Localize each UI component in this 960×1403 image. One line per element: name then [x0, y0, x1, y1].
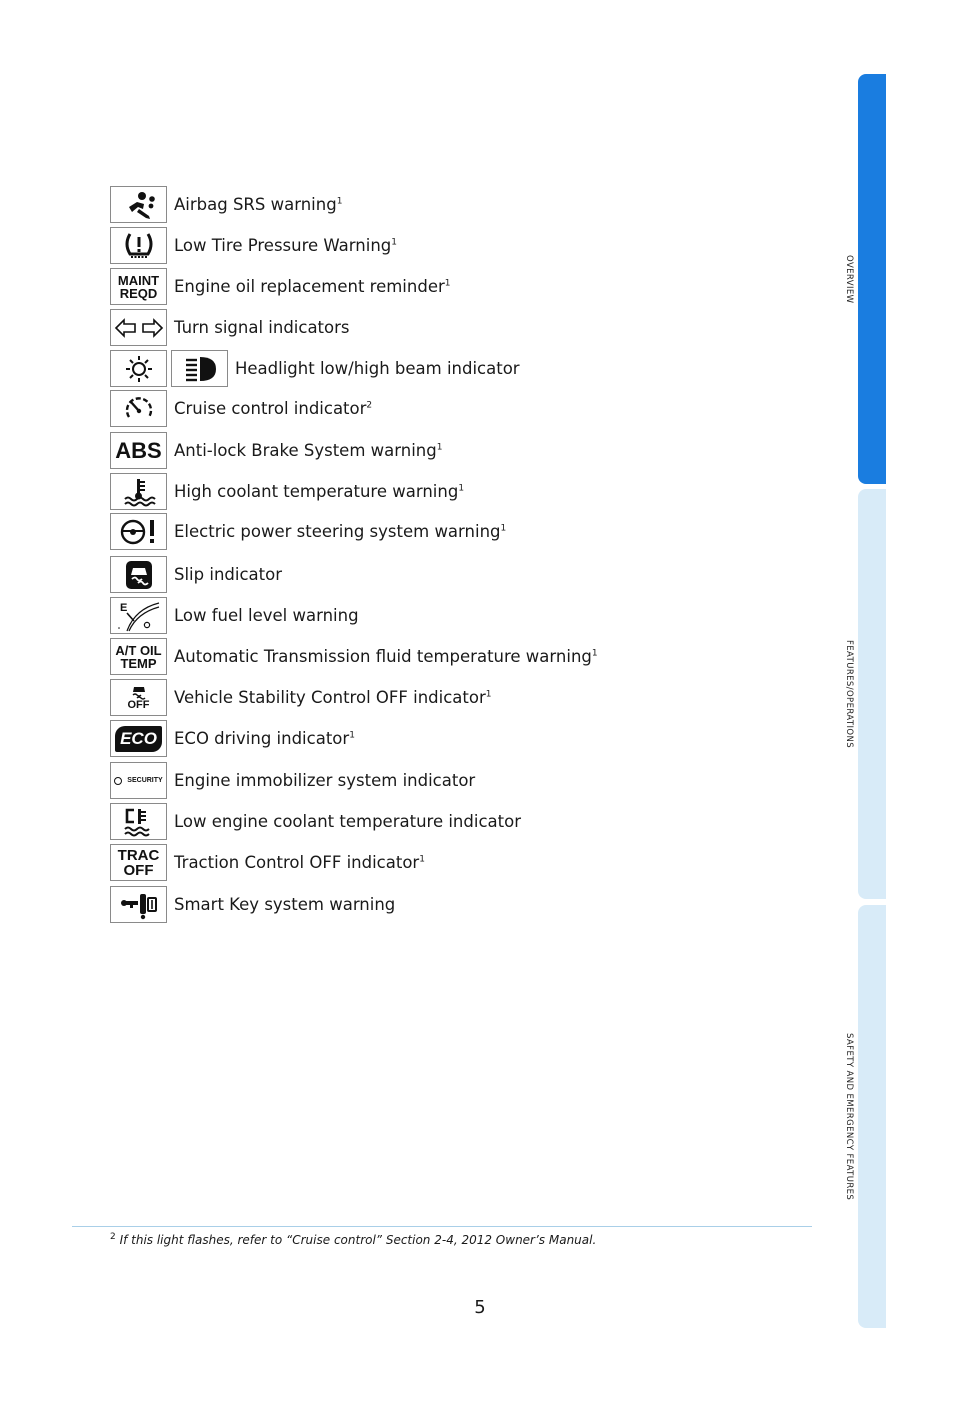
svg-text:E: E — [119, 601, 127, 614]
trac-off-icon — [110, 844, 167, 881]
list-item — [110, 885, 395, 924]
list-item — [110, 761, 475, 800]
list-item — [110, 719, 355, 758]
turn-signal-icon — [110, 309, 167, 346]
tab-features-operations[interactable] — [858, 489, 886, 899]
footnote-divider — [72, 1226, 812, 1227]
security-text: SECURITY — [127, 777, 163, 784]
tab-features-operations-label: FEATURES/OPERATIONS — [844, 639, 854, 748]
tab-safety-emergency-label: SAFETY AND EMERGENCY FEATURES — [844, 1032, 854, 1201]
eco-text: ECO — [120, 728, 157, 748]
at-oil-text: A/T OIL — [115, 642, 162, 658]
list-item — [110, 267, 451, 306]
tab-overview[interactable] — [858, 74, 886, 484]
list-item — [110, 389, 372, 428]
indicator-label: Engine oil replacement reminder$^1$ — [174, 277, 451, 296]
eco-icon — [110, 720, 167, 757]
power-steering-icon — [110, 513, 167, 550]
security-icon — [110, 762, 167, 799]
list-item — [110, 472, 464, 511]
eco-badge — [115, 726, 162, 752]
security-dot-icon — [114, 777, 122, 785]
headlight-high-icon — [171, 350, 228, 387]
list-item — [110, 185, 342, 224]
footnote-marker: 2 — [110, 1232, 116, 1242]
fuel-gauge-icon — [110, 597, 167, 634]
list-item — [110, 431, 442, 470]
indicator-label: Low engine coolant temperature indicator — [174, 812, 521, 831]
cruise-control-icon — [110, 390, 167, 427]
off-text: OFF — [127, 699, 150, 711]
indicator-label: Vehicle Stability Control OFF indicator$^1$ — [174, 688, 492, 707]
tire-pressure-icon — [110, 227, 167, 264]
maint-text: MAINT — [117, 272, 160, 288]
list-item — [110, 349, 520, 388]
slip-icon — [110, 556, 167, 593]
indicator-label: Cruise control indicator$^2$ — [174, 399, 373, 418]
footnote — [110, 1232, 596, 1247]
low-coolant-temp-icon — [110, 803, 167, 840]
list-item — [110, 226, 397, 265]
headlight-low-icon — [110, 350, 167, 387]
trac-text: TRAC — [117, 846, 160, 864]
indicator-label: High coolant temperature warning$^1$ — [174, 482, 465, 501]
list-item — [110, 512, 506, 551]
list-item — [110, 637, 598, 676]
indicator-label: Smart Key system warning — [174, 895, 396, 914]
skid-car-icon — [131, 684, 147, 700]
indicator-label: Slip indicator — [174, 565, 282, 584]
indicator-label: Low fuel level warning — [174, 606, 359, 625]
list-item — [110, 308, 350, 347]
reqd-text: REQD — [119, 285, 158, 301]
indicator-label: Airbag SRS warning$^1$ — [174, 195, 343, 214]
list-item — [110, 596, 359, 635]
page-number: 5 — [474, 1297, 486, 1318]
abs-icon — [110, 432, 167, 469]
indicator-label: Low Tire Pressure Warning$^1$ — [174, 236, 397, 255]
indicator-label: Turn signal indicators — [174, 318, 350, 337]
indicator-label: Engine immobilizer system indicator — [174, 771, 476, 790]
coolant-temp-icon — [110, 473, 167, 510]
tab-safety-emergency[interactable] — [858, 905, 886, 1328]
airbag-icon — [110, 186, 167, 223]
trac-off-text: OFF — [123, 861, 154, 879]
smart-key-icon — [110, 886, 167, 923]
indicator-label: Automatic Transmission fluid temperature warning$^1$ — [174, 647, 598, 666]
vsc-off-icon — [110, 679, 167, 716]
tab-overview-label: OVERVIEW — [844, 254, 854, 304]
indicator-label: Electric power steering system warning$^1$ — [174, 522, 507, 541]
at-oil-temp-icon — [110, 638, 167, 675]
list-item — [110, 802, 521, 841]
list-item — [110, 678, 491, 717]
indicator-label: Traction Control OFF indicator$^1$ — [174, 853, 425, 872]
maint-reqd-icon — [110, 268, 167, 305]
abs-text: ABS — [115, 437, 162, 463]
footnote-text: If this light flashes, refer to “Cruise control” Section 2-4, 2012 Owner’s Manual. — [119, 1233, 597, 1247]
list-item — [110, 843, 425, 882]
temp-text: TEMP — [120, 655, 157, 671]
list-item — [110, 555, 282, 594]
indicator-label: Anti-lock Brake System warning$^1$ — [174, 441, 443, 460]
indicator-label: ECO driving indicator$^1$ — [174, 729, 355, 748]
indicator-label: Headlight low/high beam indicator — [235, 359, 520, 378]
